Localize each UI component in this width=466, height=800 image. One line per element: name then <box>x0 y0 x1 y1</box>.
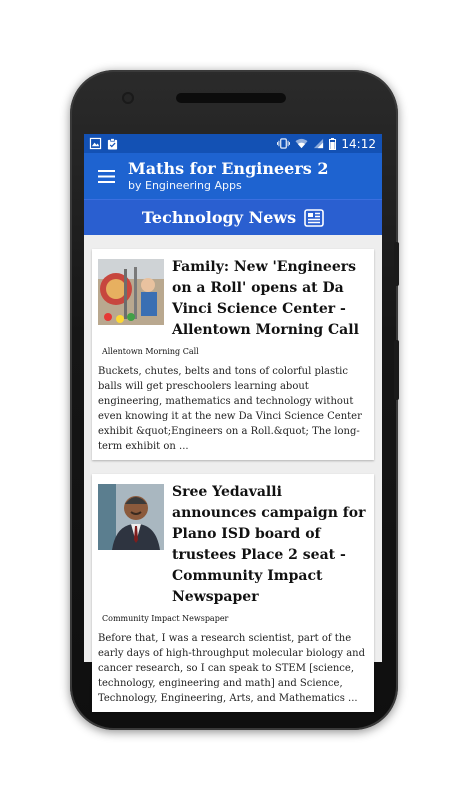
article-source: Community Impact Newspaper <box>102 614 229 623</box>
article-summary: Buckets, chutes, belts and tons of colorful plastic balls will get preschoolers learning about engineering, mathematics and technology without even knowing it at the new Da Vinci Science Center exhibit &quot;Engineers on a Roll.&quot; The long-term exhibit on ... <box>98 366 362 452</box>
status-bar <box>84 134 382 153</box>
image-icon <box>90 138 101 149</box>
section-header <box>84 199 382 235</box>
power-button <box>394 340 399 400</box>
article-thumbnail <box>98 259 164 325</box>
battery-icon <box>329 138 336 150</box>
news-card[interactable] <box>92 474 374 712</box>
vibrate-icon <box>277 138 290 149</box>
article-summary: Before that, I was a research scientist, part of the early days of high-throughput molecular biology and cancer research, so I can speak to STEM [science, technology, engineering and math] and Science, Technology, Engineering, Arts, and Mathematics ... <box>98 633 366 704</box>
status-time: 14:12 <box>341 136 376 151</box>
wifi-icon <box>295 138 308 149</box>
article-source: Allentown Morning Call <box>102 347 199 356</box>
newspaper-icon <box>304 209 324 227</box>
front-camera <box>122 92 134 104</box>
hamburger-menu-icon[interactable] <box>84 153 128 199</box>
volume-button <box>394 242 399 286</box>
article-headline[interactable]: Sree Yedavalli announces campaign for Plano ISD board of trustees Place 2 seat - Community Impact Newspaper <box>172 484 366 605</box>
clipboard-icon <box>107 138 118 150</box>
news-card[interactable] <box>92 249 374 460</box>
article-headline[interactable]: Family: New 'Engineers on a Roll' opens at Da Vinci Science Center - Allentown Morning Call <box>172 259 359 338</box>
article-thumbnail <box>98 484 164 550</box>
news-feed <box>84 235 382 712</box>
app-title: Maths for Engineers 2 <box>128 159 329 178</box>
top-speaker <box>176 93 286 103</box>
app-bar <box>84 153 382 199</box>
app-subtitle: by Engineering Apps <box>128 179 242 192</box>
screen <box>84 134 382 704</box>
section-title: Technology News <box>141 208 297 227</box>
signal-icon <box>313 138 324 149</box>
